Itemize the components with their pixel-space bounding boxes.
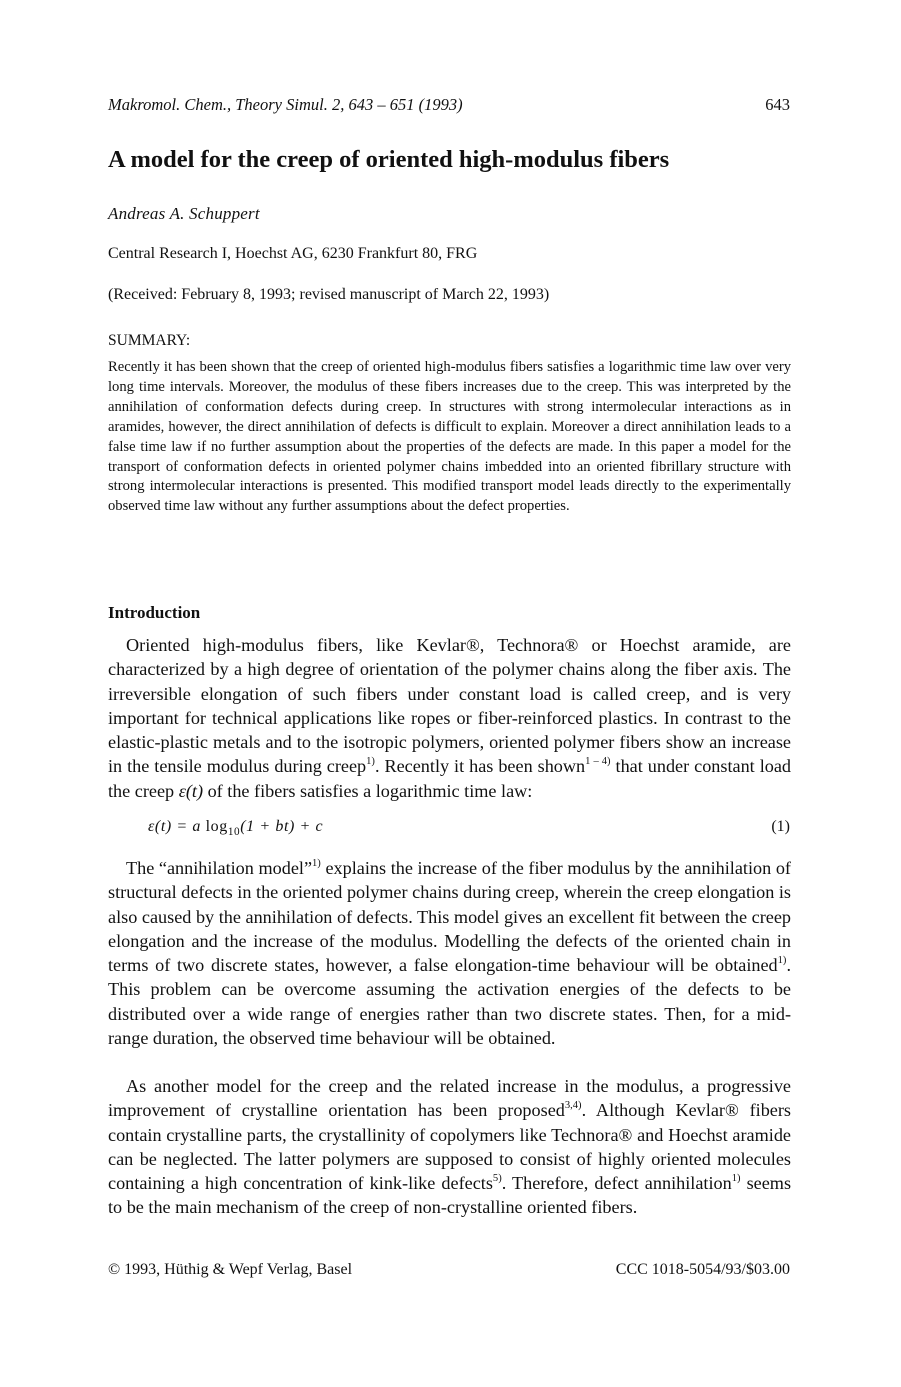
p2-text-a: The “annihilation model” (126, 858, 313, 878)
running-head: Makromol. Chem., Theory Simul. 2, 643 – 651 (1993) (108, 95, 463, 114)
p3-text-a: As another model for the creep and the related increase in the modulus, a progressive improvement of crystalline orientation has been proposed (108, 1076, 791, 1121)
affiliation: Central Research I, Hoechst AG, 6230 Frankfurt 80, FRG (108, 245, 478, 262)
intro-paragraph-2 (108, 856, 791, 1050)
citation-ref: 1 – 4) (585, 756, 611, 768)
p1-text-c: that under constant load the creep (108, 756, 792, 801)
equation-rhs: (1 + bt) + c (240, 818, 324, 835)
p1-text-a: Oriented high-modulus fibers, like Kevlar®, Technora® or Hoechst aramide, are characterized by a high degree of orientation of the polymer chains along the fiber axis. The irreversible elongation of such fibers under constant load is called creep, and is very important for technical applications like ropes or fiber-reinforced plastics. In contrast to the elastic-plastic metals and to the isotropic polymers, oriented polymer fibers show an increase in the tensile modulus during creep (108, 635, 791, 777)
p2-text-b: explains the increase of the fiber modulus by the annihilation of structural defects in the oriented polymer chains during creep, wherein the creep elongation is also caused by the annihilation of defects. This model gives an excellent fit between the creep elongation and the increase of the modulus. Modelling the defects of the oriented chain in terms of two discrete states, however, a false elongation-time behaviour will be obtained (108, 858, 791, 976)
creep-variable: ε(t) (178, 780, 204, 801)
received-dates: (Received: February 8, 1993; revised manuscript of March 22, 1993) (108, 286, 550, 303)
page-number: 643 (765, 95, 790, 114)
citation-ref: 1) (777, 955, 787, 967)
p1-text-d: of the fibers satisfies a logarithmic time law: (203, 780, 533, 801)
ccc-code: CCC 1018-5054/93/$03.00 (615, 1261, 790, 1278)
citation-ref: 1) (731, 1173, 741, 1185)
intro-paragraph-1 (108, 633, 791, 803)
citation-ref: 3,4) (564, 1100, 582, 1112)
equation-log: log (205, 818, 228, 835)
author-name: Andreas A. Schuppert (108, 204, 260, 223)
introduction-heading: Introduction (108, 603, 201, 622)
summary-heading: SUMMARY: (108, 332, 191, 349)
p3-text-b: . Although Kevlar® fibers contain crystalline parts, the crystallinity of copolymers like Technora® and Hoechst aramide can be neglected. The latter polymers are supposed to consist of highly oriented molecules containing a high concentration of kink-like defects (108, 1100, 791, 1194)
equation-lhs: ε(t) = a (148, 818, 206, 835)
equation-log-base: 10 (227, 826, 241, 839)
equation-number: (1) (771, 818, 790, 835)
p3-text-d: seems to be the main mechanism of the creep of non-crystalline oriented fibers. (108, 1173, 792, 1218)
copyright-notice: © 1993, Hüthig & Wepf Verlag, Basel (108, 1261, 353, 1278)
p1-text-b: . Recently it has been shown (374, 756, 586, 777)
citation-ref: 5) (492, 1173, 502, 1185)
summary-text: Recently it has been shown that the creep of oriented high-modulus fibers satisfies a logarithmic time law over very long time intervals. Moreover, the modulus of these fibers increases due to the creep. This was interpreted by the annihilation of conformation defects during creep. In structures with strong intermolecular interactions as in aramides, however, the direct annihilation of defects is difficult to explain. Moreover a direct annihilation leads to a false time law if no further assumption about the properties of the defects are made. In this paper a model for the transport of conformation defects in oriented polymer chains imbedded into an oriented fibrillary structure with strong intermolecular interactions is presented. This modified transport model leads directly to the experimentally observed time law without any further assumptions about the defect properties. (108, 359, 791, 515)
article-title: A model for the creep of oriented high-modulus fibers (108, 146, 670, 173)
citation-ref: 1) (366, 756, 375, 768)
citation-ref: 1) (312, 858, 321, 870)
p2-text-c: . This problem can be overcome assuming the activation energies of the defects to be distributed over a wide range of energies rather than two discrete states. Then, for a mid-range duration, the observed time behaviour will be obtained. (108, 955, 791, 1049)
intro-paragraph-3 (108, 1074, 791, 1220)
equation-1 (148, 818, 324, 839)
p3-text-c: . Therefore, defect annihilation (501, 1173, 732, 1194)
